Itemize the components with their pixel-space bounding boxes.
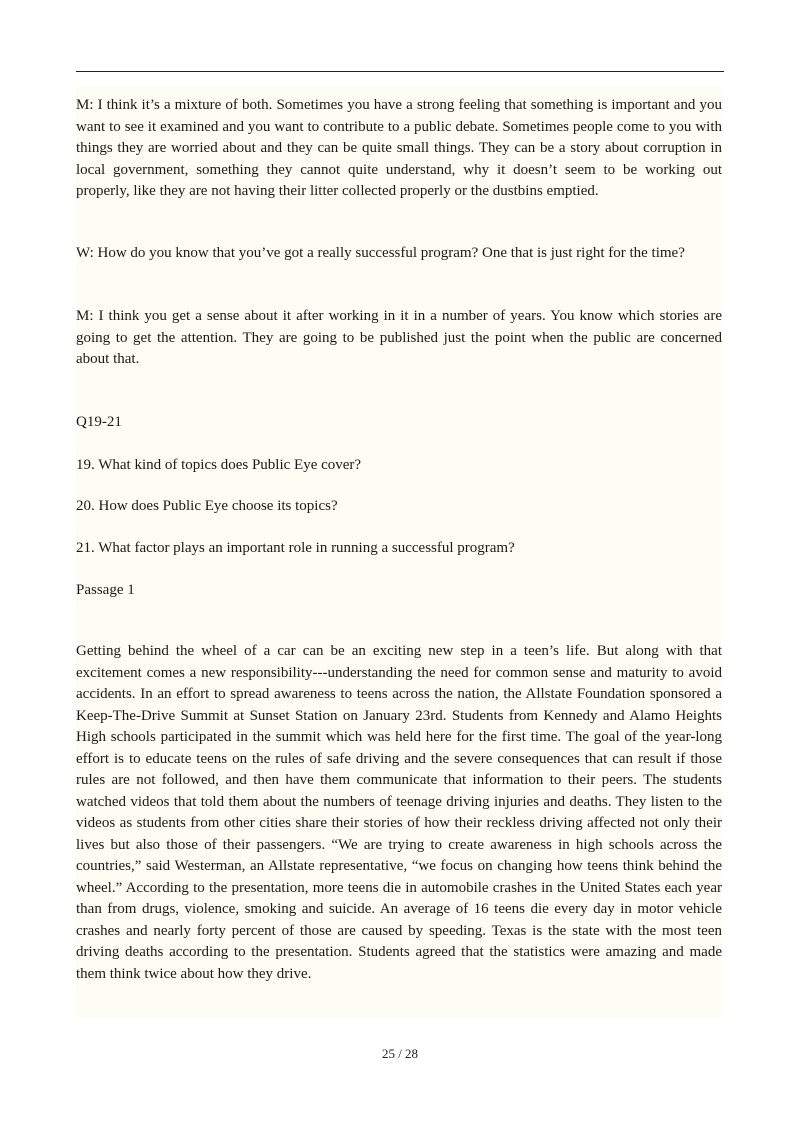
page-number: 25 / 28 [381, 1046, 419, 1061]
question-19: 19. What kind of topics does Public Eye cover? [76, 457, 362, 473]
question-21: 21. What factor plays an important role in running a successful program? [76, 540, 515, 556]
question-20: 20. How does Public Eye choose its topics? [76, 498, 338, 514]
dialogue-paragraph-w1: W: How do you know that you’ve got a really successful program? One that is just right for the time? [76, 245, 685, 261]
header-rule [76, 71, 724, 72]
passage-paragraph: Getting behind the wheel of a car can be an exciting new step in a teen’s life. But along with that excitement comes a new responsibility---understanding the need for common sense and maturity to avoid accidents. In an effort to spread awareness to teens across the nation, the Allstate Foundation sponsored a Keep-The-Drive Summit at Sunset Station on January 23rd. Students from Kennedy and Alamo Heights High schools participated in the summit which was held here for the first time. The goal of the year-long effort is to educate teens on the rules of safe driving and the severe consequences that can result if those rules are not followed, and then have them communicate that information to their peers. The students watched videos that told them about the numbers of teenage driving injuries and deaths. They listen to the videos as students from other cities share their stories of how their reckless driving affected not only their lives but also those of their passengers. “We are trying to create awareness in high schools across the countries,” said Westerman, an Allstate representative, “we focus on changing how teens think behind the wheel.” According to the presentation, more teens die in automobile crashes in the United States each year than from drugs, violence, smoking and suicide. An average of 16 teens die every day in motor vehicle crashes and nearly forty percent of those are caused by speeding. Texas is the state with the most teen driving deaths according to the presentation. Students agreed that the statistics were amazing and made them think twice about how they drive. [76, 643, 722, 982]
dialogue-paragraph-m1: M: I think it’s a mixture of both. Sometimes you have a strong feeling that something is important and you want to see it examined and you want to contribute to a public debate. Sometimes people come to you with things they are worried about and they can be quite small things. They can be a story about corruption in local government, something they cannot quite understand, why it doesn’t seem to be working out properly, like they are not having their litter collected properly or the dustbins emptied. [76, 97, 722, 199]
passage-heading: Passage 1 [76, 582, 135, 598]
document-body [76, 86, 722, 1018]
dialogue-paragraph-m2: M: I think you get a sense about it after working in it in a number of years. You know which stories are going to get the attention. They are going to be published just the point when the public are concerned about that. [76, 308, 722, 367]
question-group-heading: Q19-21 [76, 414, 122, 430]
